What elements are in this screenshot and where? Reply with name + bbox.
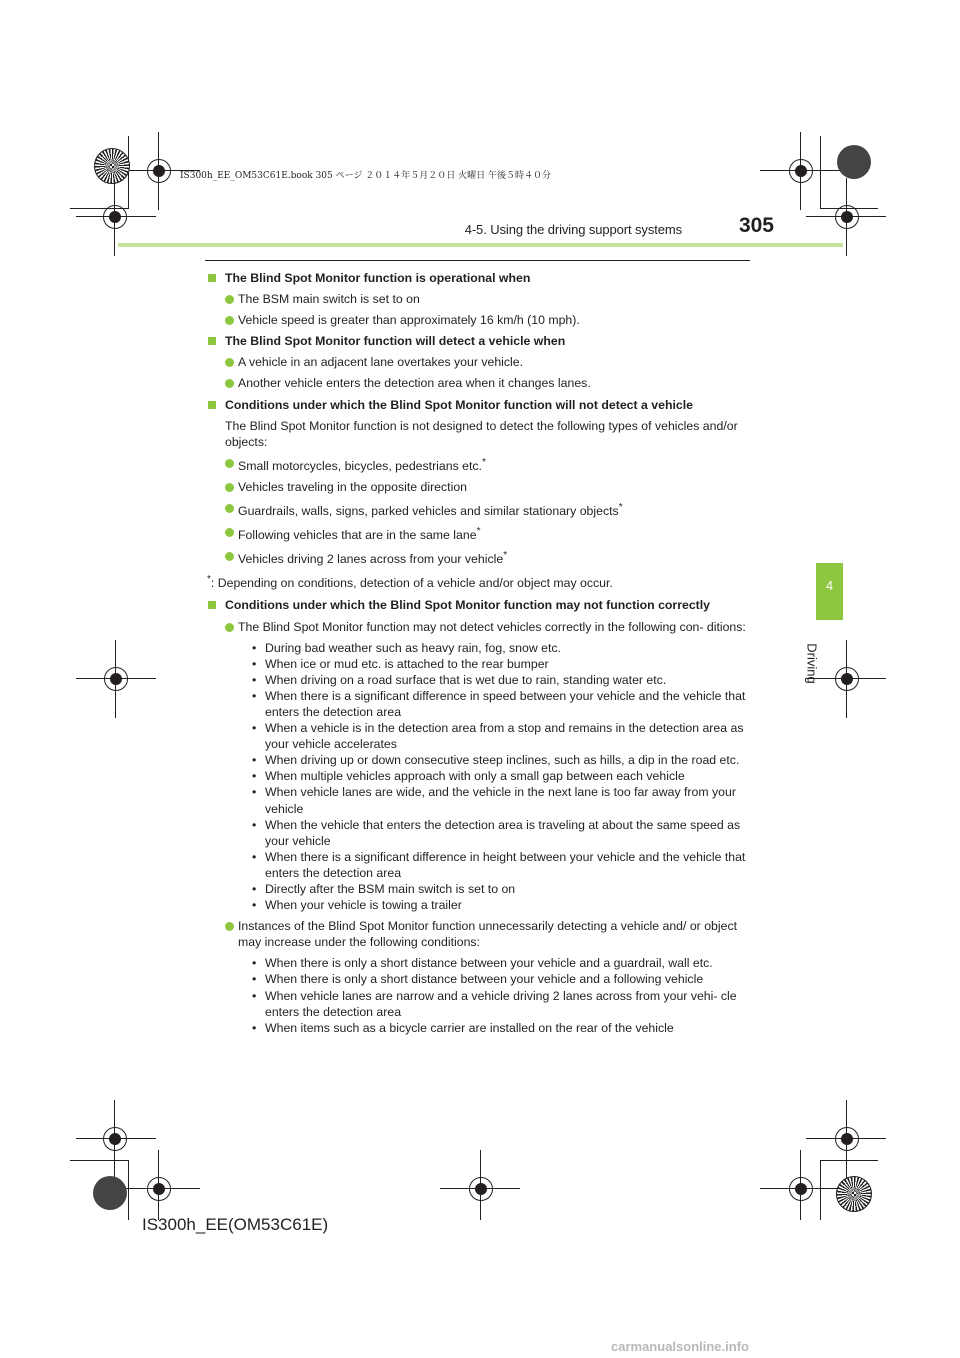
- round-bullet-icon: [225, 922, 234, 931]
- sub-list-item: • When the vehicle that enters the detection area is traveling at about the same speed as your vehicle: [252, 817, 752, 849]
- list-item: Small motorcycles, bicycles, pedestrians etc.*: [207, 455, 752, 474]
- list-item: Guardrails, walls, signs, parked vehicles and similar stationary objects*: [207, 500, 752, 519]
- sub-list-item: • When there is a significant difference in height between your vehicle and the vehicle that enters the detection area: [252, 849, 752, 881]
- square-bullet-icon: [208, 601, 216, 609]
- round-bullet-icon: [225, 504, 234, 513]
- target-wheel-icon: [836, 1176, 872, 1212]
- sub-list: [207, 955, 752, 1035]
- sub-list-item: • When there is only a short distance between your vehicle and a following vehicle: [252, 971, 752, 987]
- round-bullet-icon: [225, 623, 234, 632]
- round-bullet-icon: [225, 528, 234, 537]
- list-item: Vehicles driving 2 lanes across from your vehicle*: [207, 548, 752, 567]
- list-item: A vehicle in an adjacent lane overtakes your vehicle.: [207, 354, 752, 370]
- list-item: Following vehicles that are in the same lane*: [207, 524, 752, 543]
- sub-list-item: • When vehicle lanes are wide, and the vehicle in the next lane is too far away from your vehicle: [252, 784, 752, 816]
- sub-list-item: • When a vehicle is in the detection area from a stop and remains in the detection area as your vehicle accelerates: [252, 720, 752, 752]
- list-item: Instances of the Blind Spot Monitor function unnecessarily detecting a vehicle and/ or object may increase under the following conditions:: [207, 918, 752, 950]
- chapter-tab-number: 4: [825, 578, 834, 593]
- watermark: carmanualsonline.info: [611, 1339, 749, 1354]
- section-heading: Conditions under which the Blind Spot Monitor function may not function correctly: [207, 597, 752, 613]
- chapter-tab-label: Driving: [804, 643, 820, 684]
- header-rule: [205, 260, 750, 261]
- round-bullet-icon: [225, 483, 234, 492]
- list-item: Vehicles traveling in the opposite direction: [207, 479, 752, 495]
- sub-list-item: • When items such as a bicycle carrier are installed on the rear of the vehicle: [252, 1020, 752, 1036]
- list-item: The BSM main switch is set to on: [207, 291, 752, 307]
- sub-list: [207, 640, 752, 914]
- section-intro: The Blind Spot Monitor function is not designed to detect the following types of vehicles and/or objects:: [225, 418, 738, 449]
- sub-list-item: • When ice or mud etc. is attached to the rear bumper: [252, 656, 752, 672]
- square-bullet-icon: [208, 274, 216, 282]
- round-bullet-icon: [225, 358, 234, 367]
- sub-list-item: • When there is only a short distance between your vehicle and a guardrail, wall etc.: [252, 955, 752, 971]
- footer-code: IS300h_EE(OM53C61E): [142, 1215, 329, 1234]
- list-item: Vehicle speed is greater than approximately 16 km/h (10 mph).: [207, 312, 752, 328]
- square-bullet-icon: [208, 401, 216, 409]
- round-bullet-icon: [225, 379, 234, 388]
- section-heading: The Blind Spot Monitor function will detect a vehicle when: [207, 333, 752, 349]
- sub-list-item: • When driving on a road surface that is wet due to rain, standing water etc.: [252, 672, 752, 688]
- sub-list-item: • When there is a significant difference in speed between your vehicle and the vehicle that enters the detection area: [252, 688, 752, 720]
- target-wheel-icon: [94, 148, 130, 184]
- round-bullet-icon: [225, 316, 234, 325]
- round-bullet-icon: [225, 295, 234, 304]
- asterisk-marker: *: [618, 502, 623, 514]
- round-bullet-icon: [225, 552, 234, 561]
- asterisk-marker: *: [481, 456, 486, 468]
- file-stamp: IS300h_EE_OM53C61E.book 305 ページ ２０１４年５月２０日 火曜日 午後５時４０分: [180, 171, 552, 181]
- sub-list-item: • During bad weather such as heavy rain, fog, snow etc.: [252, 640, 752, 656]
- page-number: 305: [738, 214, 774, 237]
- square-bullet-icon: [208, 337, 216, 345]
- registration-dot-icon: [93, 1176, 127, 1210]
- sub-list-item: • Directly after the BSM main switch is set to on: [252, 881, 752, 897]
- list-item: The Blind Spot Monitor function may not detect vehicles correctly in the following con- ditions:: [207, 619, 752, 635]
- section-title: 4-5. Using the driving support systems: [464, 222, 682, 237]
- section-heading: Conditions under which the Blind Spot Monitor function will not detect a vehicle: [207, 397, 752, 413]
- asterisk-marker: *: [503, 550, 508, 562]
- page-content: [207, 269, 752, 1041]
- header-bar: [118, 243, 843, 247]
- sub-list-item: • When your vehicle is towing a trailer: [252, 897, 752, 913]
- sub-list-item: • When driving up or down consecutive steep inclines, such as hills, a dip in the road etc.: [252, 752, 752, 768]
- asterisk-marker: *: [476, 526, 481, 538]
- registration-dot-icon: [837, 145, 871, 179]
- section-heading: The Blind Spot Monitor function is operational when: [207, 270, 752, 286]
- footnote: *: Depending on conditions, detection of a vehicle and/or object may occur.: [207, 574, 613, 591]
- sub-list-item: • When vehicle lanes are narrow and a vehicle driving 2 lanes across from your vehi- cle enters the detection area: [252, 988, 752, 1020]
- sub-list-item: • When multiple vehicles approach with only a small gap between each vehicle: [252, 768, 752, 784]
- list-item: Another vehicle enters the detection area when it changes lanes.: [207, 375, 752, 391]
- round-bullet-icon: [225, 459, 234, 468]
